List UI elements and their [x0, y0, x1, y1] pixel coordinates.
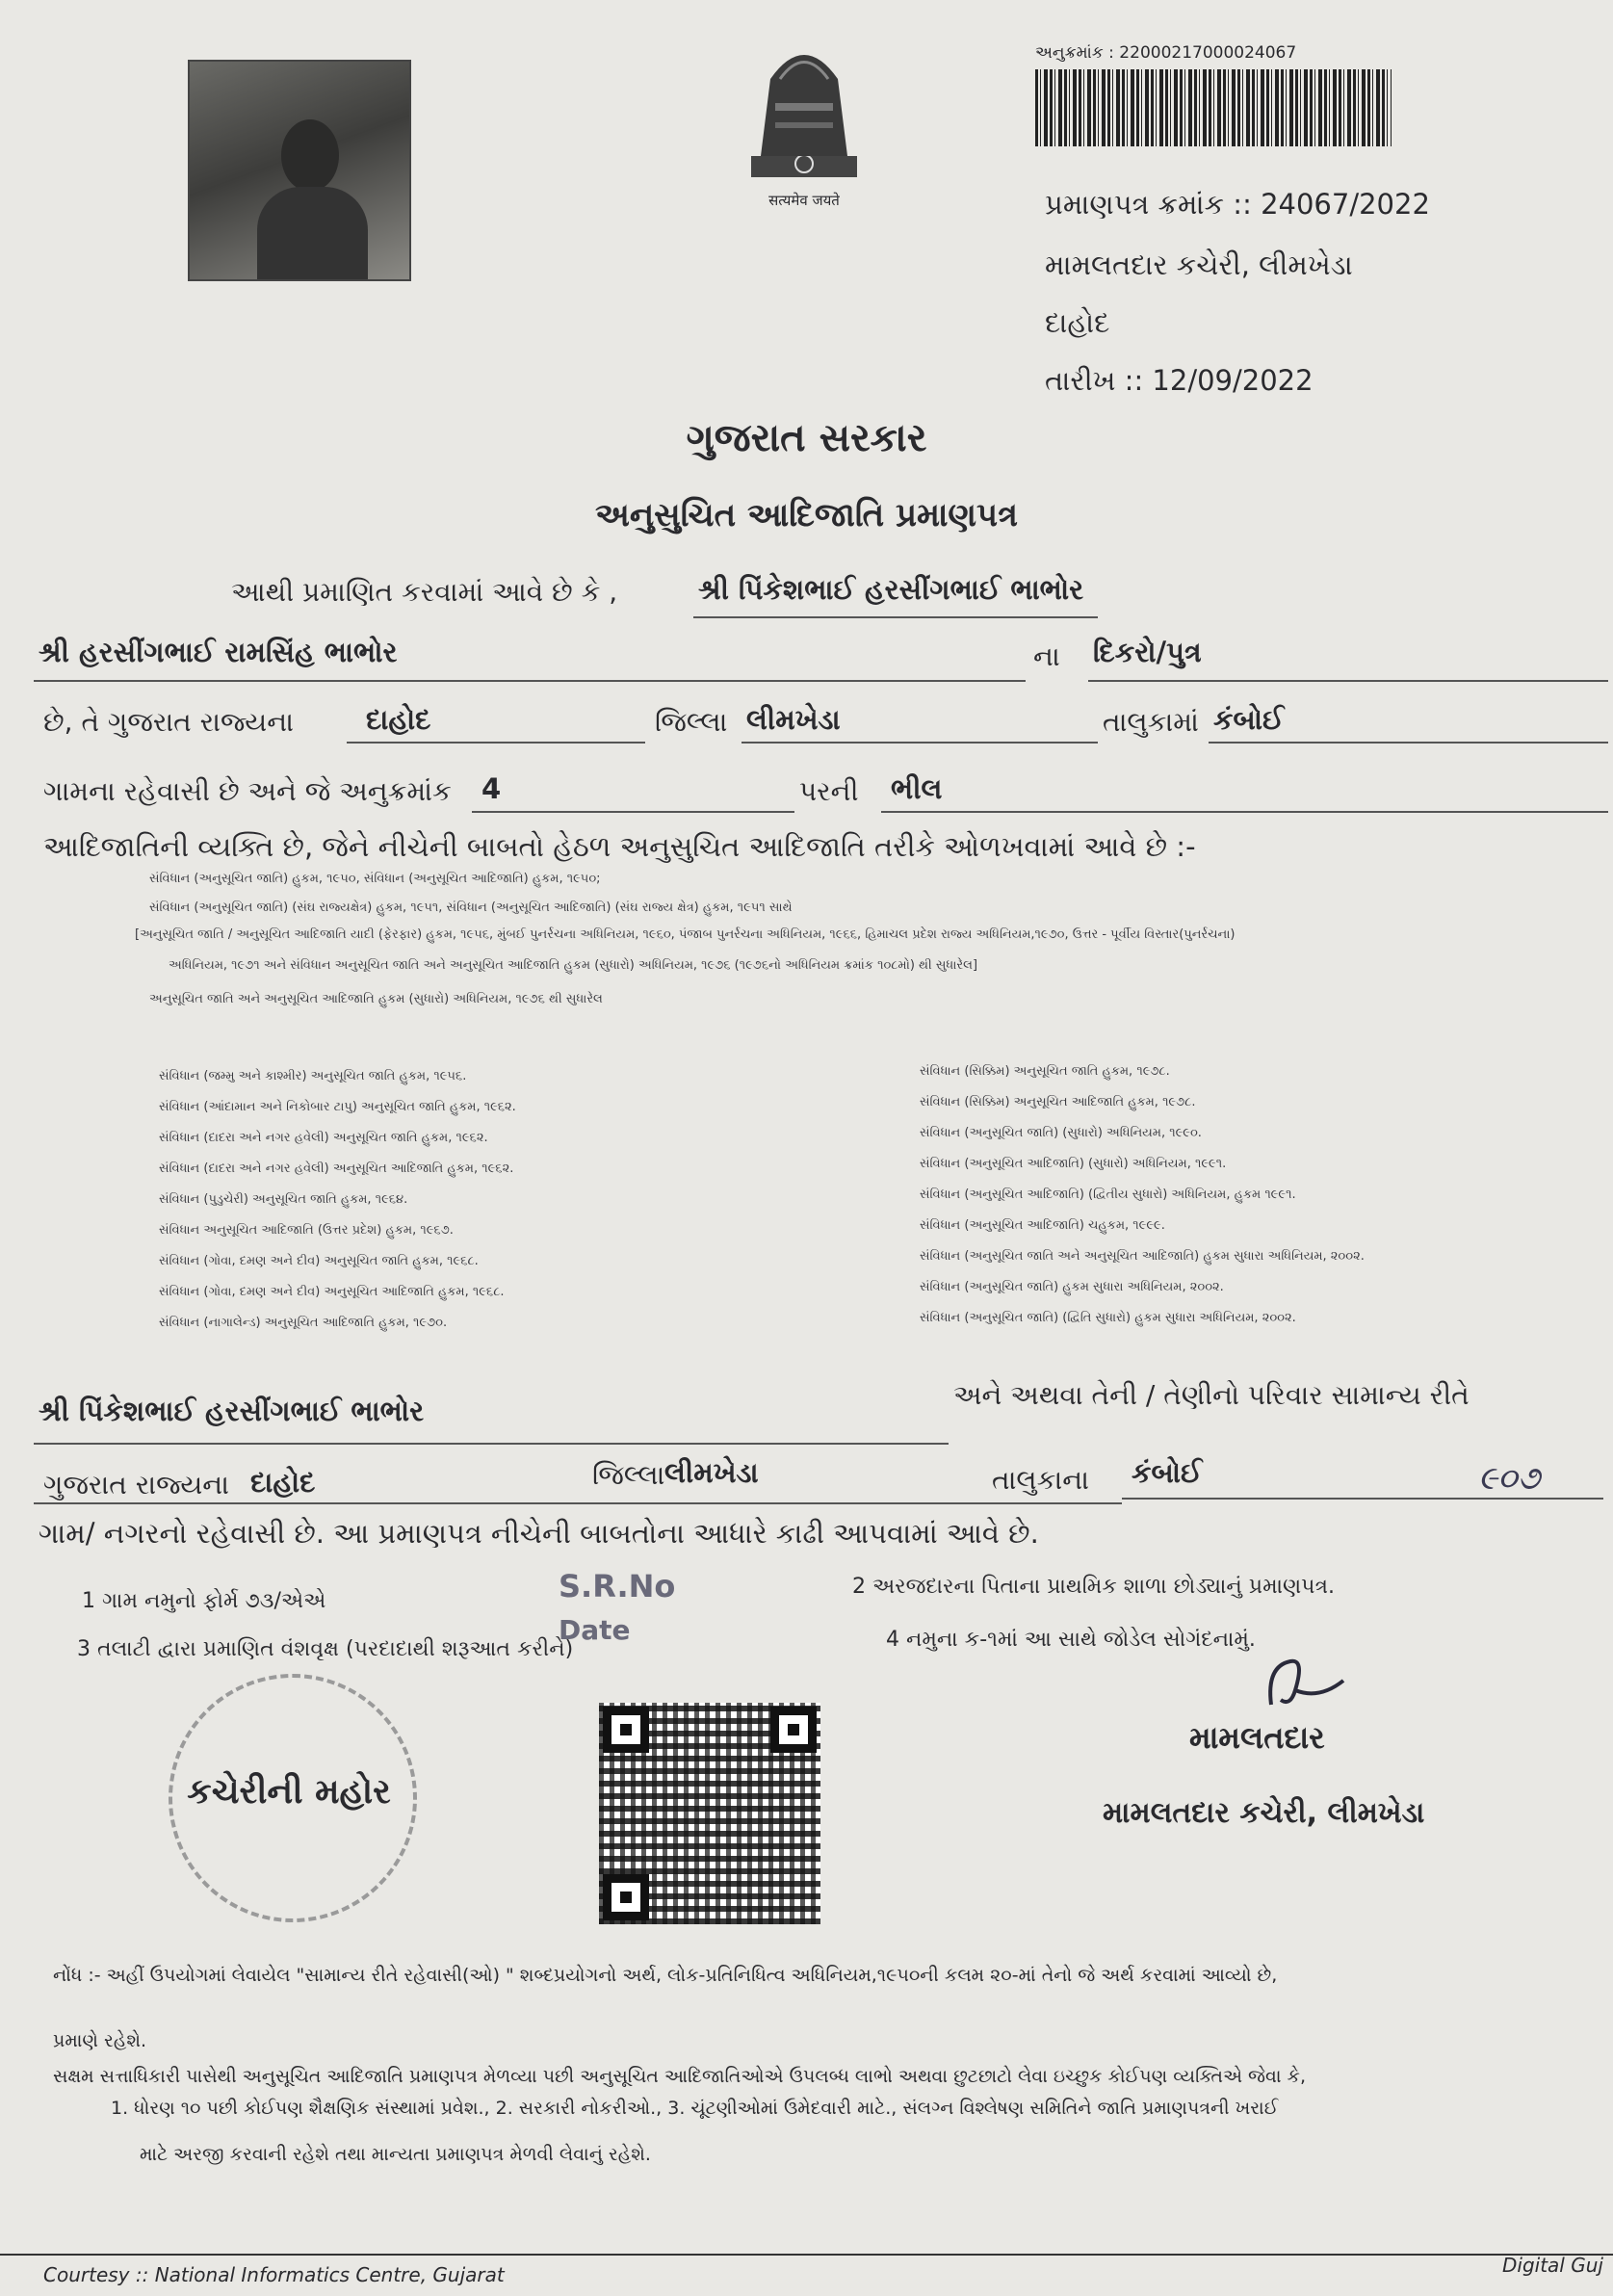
- issuing-office: મામલતદાર કચેરી, લીમખેડા: [1045, 248, 1353, 281]
- district-value: દાહોદ: [366, 703, 431, 736]
- resident-text-2: ગામ/ નગરનો રહેવાસી છે. આ પ્રમાણપત્ર નીચેની બાબતોના આધારે કાઢી આપવામાં આવે છે.: [39, 1517, 1039, 1550]
- list-item: સંવિધાન (ગોવા, દમણ અને દીવ) અનુસૂચિત જાતિ હુકમ, ૧૯૬૮.: [159, 1254, 479, 1268]
- legal-line: અનુસૂચિત જાતિ અને અનુસૂચિત આદિજાતિ હુકમ (સુધારો) અધિનિયમ, ૧૯૭૬ થી સુધારેલ: [149, 992, 603, 1006]
- document-item: 4 નમુના ક-૧માં આ સાથે જોડેલ સોગંદનામું.: [886, 1628, 1256, 1652]
- applicant-photo: [188, 60, 411, 281]
- list-item: સંવિધાન (ગોવા, દમણ અને દીવ) અનુસૂચિત આદિજાતિ હુકમ, ૧૯૬૮.: [159, 1285, 505, 1299]
- government-title: ગુજરાત સરકાર: [686, 416, 927, 460]
- list-item: સંવિધાન (અનુસૂચિત જાતિ) હુકમ સુધારા અધિનિયમ, ૨૦૦૨.: [920, 1280, 1224, 1294]
- taluka-value: લીમખેડા: [746, 703, 841, 736]
- handwritten-number: ૯૦૭: [1478, 1459, 1541, 1498]
- state-prefix-2: ગુજરાત રાજ્યના: [43, 1469, 230, 1500]
- serial-value: 4: [481, 772, 502, 805]
- stamp-date: Date: [559, 1614, 631, 1646]
- seal-label: કચેરીની મહોર: [187, 1772, 391, 1812]
- list-item: સંવિધાન (અનુસૂચિત આદિજાતિ) ચહુકમ, ૧૯૯૯.: [920, 1218, 1165, 1233]
- relation: દિકરો/પુત્ર: [1093, 636, 1202, 668]
- talukana-label: તાલુકાના: [992, 1464, 1089, 1496]
- national-emblem-icon: [732, 12, 876, 185]
- serial-number: અનુક્રમાંક : 22000217000024067: [1035, 43, 1297, 63]
- list-item: સંવિધાન અનુસૂચિત આદિજાતિ (ઉત્તર પ્રદેશ) હુકમ, ૧૯૬૭.: [159, 1223, 454, 1238]
- legal-line: અધિનિયમ, ૧૯૭૧ અને સંવિધાન અનુસૂચિત જાતિ અને અનુસૂચિત આદિજાતિ હુકમ (સુધારો) અધિનિયમ, ૧૯૭૬ (૧૯૭૬નો અધિનિયમ ક્રમાંક ૧૦૮મો) થી સુધારેલ]: [169, 958, 978, 973]
- tribe-value: ભીલ: [891, 772, 943, 805]
- list-item: સંવિધાન (દાદરા અને નગર હવેલી) અનુસૂચિત આદિજાતિ હુકમ, ૧૯૬૨.: [159, 1161, 514, 1176]
- footer-divider: [0, 2254, 1613, 2256]
- resident-text: ગામના રહેવાસી છે અને જે અનુક્રમાંક: [43, 775, 452, 807]
- barcode: [1035, 69, 1392, 146]
- note-3: 1. ધોરણ ૧૦ પછી કોઈપણ શૈક્ષણિક સંસ્થામાં પ્રવેશ., 2. સરકારી નોકરીઓ., 3. ચૂંટણીઓમાં ઉમેદવારી માટે., સંલગ્ન વિશ્લેષણ સમિતિને જાતિ પ્રમાણપત્રની ખરાઈ: [111, 2098, 1279, 2119]
- jilla-label-2: જિલ્લા: [592, 1459, 665, 1491]
- document-item: 3 તલાટી દ્વારા પ્રમાણિત વંશવૃક્ષ (પરદાદાથી શરૂઆત કરીને): [77, 1637, 574, 1661]
- emblem-motto: सत्यमेव जयते: [768, 192, 840, 209]
- note-4: માટે અરજી કરવાની રહેશે તથા માન્યતા પ્રમાણપત્ર મેળવી લેવાનું રહેશે.: [140, 2144, 651, 2165]
- issue-date: તારીખ :: 12/09/2022: [1045, 364, 1314, 397]
- note-2: સક્ષમ સત્તાધિકારી પાસેથી અનુસૂચિત આદિજાતિ પ્રમાણપત્ર મેળવ્યા પછી અનુસૂચિત આદિજાતિઓએ ઉપલબ્ધ લાભો અથવા છુટછાટો લેવા ઇચ્છુક કોઈપણ વ્યક્તિએ જેવા કે,: [53, 2066, 1306, 2087]
- list-item: સંવિધાન (દાદરા અને નગર હવેલી) અનુસૂચિત જાતિ હુકમ, ૧૯૬૨.: [159, 1131, 488, 1145]
- note-1b: પ્રમાણે રહેશે.: [53, 2030, 147, 2051]
- list-item: સંવિધાન (અનુસૂચિત જાતિ) (સુધારો) અધિનિયમ, ૧૯૯૦.: [920, 1126, 1202, 1140]
- signature-icon: [1252, 1647, 1358, 1719]
- applicant-name-repeat: શ્રી પિંકેશભાઈ હરસીંગભાઈ ભાભોર: [39, 1395, 425, 1427]
- talukama-label: તાલુકામાં: [1103, 706, 1199, 738]
- list-item: સંવિધાન (જમ્મુ અને કાશ્મીર) અનુસૂચિત જાતિ હુકમ, ૧૯૫૬.: [159, 1069, 467, 1083]
- left-legal-list: [159, 1061, 516, 1339]
- issuing-district: દાહોદ: [1045, 306, 1110, 339]
- village-value-2: કંબોઈ: [1132, 1456, 1203, 1489]
- right-legal-list: [920, 1057, 1365, 1334]
- document-item: 2 અરજદારના પિતાના પ્રાથમિક શાળા છોડ્યાનું પ્રમાણપત્ર.: [852, 1575, 1335, 1599]
- list-item: સંવિધાન (સિક્કિમ) અનુસૂચિત જાતિ હુકમ, ૧૯૭૮.: [920, 1064, 1170, 1079]
- village-value: કંબોઈ: [1213, 703, 1285, 736]
- list-item: સંવિધાન (સિક્કિમ) અનુસૂચિત આદિજાતિ હુકમ, ૧૯૭૮.: [920, 1095, 1196, 1109]
- signatory-office: મામલતદાર કચેરી, લીમખેડા: [1103, 1796, 1425, 1830]
- parni-label: પરની: [799, 775, 859, 807]
- legal-line: સંવિધાન (અનુસૂચિત જાતિ) (સંઘ રાજ્યક્ષેત્ર) હુકમ, ૧૯૫૧, સંવિધાન (અનુસૂચિત આદિજાતિ) (સંઘ રાજ્ય ક્ષેત્ર) હુકમ, ૧૯૫૧ સાથે: [149, 900, 793, 915]
- note-1: નોંધ :- અહીં ઉપયોગમાં લેવાયેલ "સામાન્ય રીતે રહેવાસી(ઓ) " શબ્દપ્રયોગનો અર્થ, લોક-પ્રતિનિધિત્વ અધિનિયમ,૧૯૫૦ની કલમ ૨૦-માં તેનો જે અર્થ કરવામાં આવ્યો છે,: [53, 1965, 1278, 1986]
- certify-text: આથી પ્રમાણિત કરવામાં આવે છે કે ,: [231, 576, 618, 608]
- family-text: અને અથવા તેની / તેણીનો પરિવાર સામાન્ય રીતે: [953, 1379, 1470, 1411]
- recognized-text: આદિજાતિની વ્યક્તિ છે, જેને નીચેની બાબતો હેઠળ અનુસુચિત આદિજાતિ તરીકે ઓળખવામાં આવે છે :-: [43, 830, 1196, 863]
- taluka-value-2: લીમખેડા: [664, 1456, 759, 1489]
- signatory-title: મામલતદાર: [1189, 1719, 1325, 1756]
- legal-line: [અનુસૂચિત જાતિ / અનુસૂચિત આદિજાતિ યાદી (ફેરફાર) હુકમ, ૧૯૫૬, મુંબઈ પુનર્રચના અધિનિયમ, ૧૯૬૦, પંજાબ પુનર્રચના અધિનિયમ, ૧૯૬૬, હિમાચલ પ્રદેશ રાજ્ય અધિનિયમ,૧૯૭૦, ઉત્તર - પૂર્વીય વિસ્તાર(પુનર્રચના): [135, 927, 1236, 942]
- list-item: સંવિધાન (આંદામાન અને નિકોબાર ટાપુ) અનુસૂચિત જાતિ હુકમ, ૧૯૬૨.: [159, 1100, 516, 1114]
- father-name: શ્રી હરસીંગભાઈ રામસિંહ ભાભોર: [39, 636, 398, 668]
- na-label: ના: [1033, 640, 1060, 672]
- list-item: સંવિધાન (અનુસૂચિત જાતિ અને અનુસૂચિત આદિજાતિ) હુકમ સુધારા અધિનિયમ, ૨૦૦૨.: [920, 1249, 1365, 1264]
- stamp-serial: S.R.No: [559, 1568, 676, 1605]
- list-item: સંવિધાન (પુડુચેરી) અનુસૂચિત જાતિ હુકમ, ૧૯૬૪.: [159, 1192, 408, 1207]
- district-value-2: દાહોદ: [250, 1466, 316, 1499]
- certificate-number: પ્રમાણપત્ર ક્રમાંક :: 24067/2022: [1045, 188, 1430, 221]
- document-item: 1 ગામ નમુનો ફોર્મ ૭૩/એએ: [82, 1589, 326, 1613]
- list-item: સંવિધાન (અનુસૂચિત જાતિ) (દ્વિતિ સુધારો) હુકમ સુધારા અધિનિયમ, ૨૦૦૨.: [920, 1311, 1296, 1325]
- applicant-name: શ્રી પિંકેશભાઈ હરસીંગભાઈ ભાભોર: [698, 573, 1084, 606]
- state-prefix: છે, તે ગુજરાત રાજ્યના: [43, 706, 294, 738]
- jilla-label: જિલ્લા: [655, 706, 728, 738]
- footer-digital: Digital Guj: [1502, 2254, 1603, 2277]
- list-item: સંવિધાન (અનુસૂચિત આદિજાતિ) (સુધારો) અધિનિયમ, ૧૯૯૧.: [920, 1157, 1227, 1171]
- qr-code: [599, 1703, 820, 1924]
- list-item: સંવિધાન (નાગાલેન્ડ) અનુસૂચિત આદિજાતિ હુકમ, ૧૯૭૦.: [159, 1316, 448, 1330]
- certificate-title: અનુસુચિત આદિજાતિ પ્રમાણપત્ર: [594, 496, 1019, 535]
- footer-courtesy: Courtesy :: National Informatics Centre, Gujarat: [43, 2263, 505, 2286]
- list-item: સંવિધાન (અનુસૂચિત આદિજાતિ) (દ્વિતીય સુધારો) અધિનિયમ, હુકમ ૧૯૯૧.: [920, 1187, 1296, 1202]
- legal-line: સંવિધાન (અનુસૂચિત જાતિ) હુકમ, ૧૯૫૦, સંવિધાન (અનુસૂચિત આદિજાતિ) હુકમ, ૧૯૫૦;: [149, 872, 601, 886]
